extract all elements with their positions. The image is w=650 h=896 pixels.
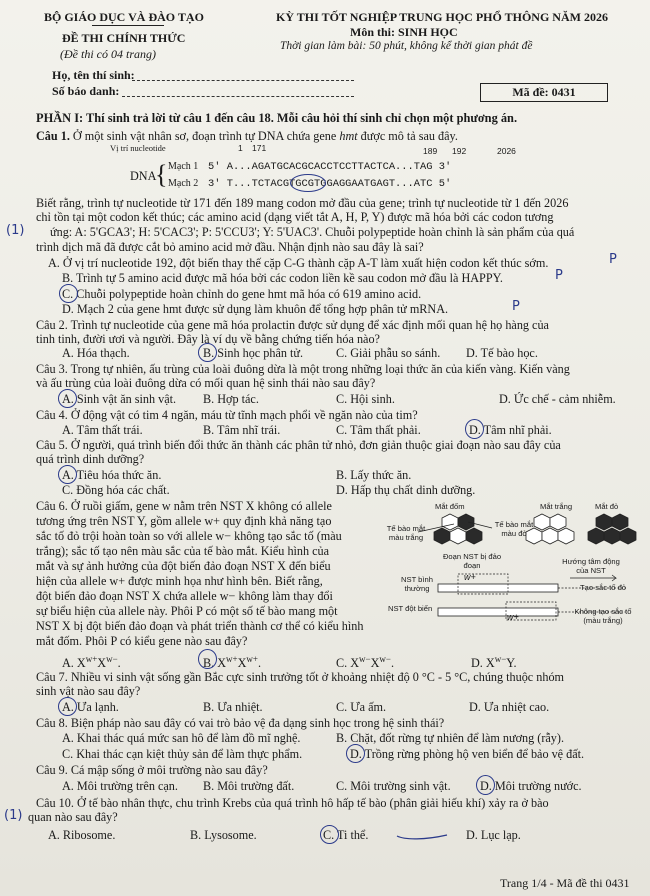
pen-circle-q5a: [58, 465, 77, 484]
q9-option-c: C. Môi trường sinh vật.: [336, 779, 451, 793]
strand-brace: {: [155, 160, 168, 189]
q3-stem-1: Câu 3. Trong tự nhiên, ấu trùng của loài đuông dừa là một trong những loại thức ăn của kiến vàng. Kiến vàng: [36, 362, 570, 376]
q5-option-a: A. Tiêu hóa thức ăn.: [62, 468, 162, 482]
fig-makes-red-label: Tạo sắc tố đỏ: [580, 583, 627, 592]
q6-option-b: B. $X^{w+}X^{w+}$.: [203, 654, 262, 671]
fig-eye-white-label: Mắt trắng: [540, 502, 573, 511]
fig-normal-chr-label: NST bình thường: [401, 575, 433, 593]
q1-option-d: D. Mạch 2 của gene hmt được sử dụng làm khuôn để tổng hợp phân tử mRNA.: [62, 302, 449, 316]
q9-option-b: B. Môi trường đất.: [203, 779, 295, 793]
q8-option-a: A. Khai thác quá mức san hô để làm đồ mĩ nghệ.: [62, 731, 301, 745]
pen-arrow-q10: [395, 828, 451, 842]
fig-eye-spotted-label: Mắt đốm: [435, 502, 465, 511]
exam-title: KỲ THI TỐT NGHIỆP TRUNG HỌC PHỔ THÔNG NĂM 2026: [276, 10, 608, 24]
pen-circle-q9d: [476, 775, 495, 795]
fig-allele-normal: w+: [464, 572, 476, 582]
q1-option-b: B. Trình tự 5 amino acid được mã hóa bởi các codon liền kề sau codon mở đầu là HAPPY.: [62, 271, 503, 285]
pen-circle-q7a: [58, 697, 77, 716]
q7-option-d: D. Ưa nhiệt cao.: [469, 700, 550, 714]
q3-option-d: D. Ức chế - cảm nhiễm.: [499, 392, 616, 406]
q6-stem-7: đột biến đảo đoạn NST X chứa allele w− không làm thay đổi: [36, 589, 333, 603]
q7-option-b: B. Ưa nhiệt.: [203, 700, 263, 714]
strand2-label: Mạch 2: [168, 178, 199, 189]
q6-stem-8: sự biểu hiện của allele này. Phôi P có một số tế bào mang một: [36, 604, 338, 618]
q5-option-d: D. Hấp thụ chất dinh dưỡng.: [336, 483, 476, 497]
pen-margin-q1: (1): [6, 223, 25, 238]
q6-stem-4: trắng); sắc tố tạo nên màu sắc của tế bào mắt. Kiểu hình của: [36, 544, 330, 558]
fig-allele-mutant: w+: [507, 612, 519, 622]
exam-code: Mã đề: 0431: [512, 85, 576, 99]
pos-192: 192: [452, 146, 467, 156]
fig-direction-label: Hướng tâm động của NST: [562, 557, 620, 575]
q1-option-a: A. Ở vị trí nucleotide 192, đột biến thay thế cặp C-G thành cặp A-T làm xuất hiện codon kết thúc sớm.: [48, 256, 549, 270]
q8-option-b: B. Chặt, đốt rừng tự nhiên để làm nương (rẫy).: [336, 731, 564, 745]
fig-inverted-label: Đoạn NST bị đảo đoạn: [442, 552, 502, 570]
q10-option-a: A. Ribosome.: [48, 828, 116, 842]
pen-circle-q3a: [58, 389, 77, 408]
candidate-id-label: Số báo danh:: [52, 84, 120, 98]
q6-option-c: C. $X^{w-}X^{w-}$.: [336, 654, 395, 671]
q10-stem-1: Câu 10. Ở tế bào nhân thực, chu trình Krebs của quá trình hô hấp tế bào (phân giải hiếu khí) xảy ra ở bào: [36, 796, 549, 810]
q1-option-c: C. Chuỗi polypeptide hoàn chỉnh do gene hmt mã hóa có 619 amino acid.: [62, 287, 422, 301]
q6-stem-10: mắt đốm. Phôi P có kiểu gene nào sau đây?: [36, 634, 248, 648]
q1-body-4: trình dịch mã đã được cắt bỏ amino acid mở đầu. Nhận định nào sau đây là sai?: [36, 240, 424, 254]
exam-code-box: [480, 83, 608, 102]
pos-1: 1: [238, 143, 243, 153]
page-footer: Trang 1/4 - Mã đề thi 0431: [500, 876, 630, 890]
pen-circle-q4d: [465, 419, 484, 439]
q4-option-d: D. Tâm nhĩ phải.: [469, 423, 552, 437]
pen-circle-q1-codon: [290, 174, 326, 192]
q10-stem-2: quan nào sau đây?: [28, 810, 118, 824]
q9-stem: Câu 9. Cá mập sống ở môi trường nào sau đây?: [36, 763, 268, 777]
q10-option-c: C. Ti thể.: [323, 828, 369, 842]
q10-option-b: B. Lysosome.: [190, 828, 257, 842]
q3-option-a: A. Sinh vật ăn sinh vật.: [62, 392, 177, 406]
pen-circle-q10c: [320, 825, 339, 844]
fig-eye-spotted-icon: [434, 514, 482, 544]
fig-eye-red-icon: [588, 514, 636, 544]
q2-stem-2: tinh tinh, đười ươi và người. Đây là ví dụ về bằng chứng tiến hóa nào?: [36, 332, 380, 346]
q6-option-d: D. $X^{w-}Y$.: [471, 654, 517, 671]
q2-option-d: D. Tế bào học.: [466, 346, 538, 360]
fig-red-cell-label: Tế bào mắt màu đỏ: [494, 520, 534, 538]
q10-option-d: D. Lục lạp.: [466, 828, 521, 842]
ministry-underline: [92, 25, 164, 26]
q6-option-a: A. $X^{w+}X^{w-}$.: [62, 654, 121, 671]
q6-stem-2: tương ứng trên NST Y, gồm allele w+ quy định khả năng tạo: [36, 514, 332, 528]
q9-option-a: A. Môi trường trên cạn.: [62, 779, 178, 793]
ministry-name: BỘ GIÁO DỤC VÀ ĐÀO TẠO: [44, 10, 204, 24]
time-limit: Thời gian làm bài: 50 phút, không kể thời gian phát đề: [280, 40, 533, 52]
q2-option-c: C. Giải phẫu so sánh.: [336, 346, 441, 360]
q7-stem-1: Câu 7. Nhiều vi sinh vật sống gần Bắc cực sinh trưởng tốt ở khoảng nhiệt độ 0 °C - 5 °C, chúng thuộc nhóm: [36, 670, 565, 684]
q7-stem-2: sinh vật nào sau đây?: [36, 684, 141, 698]
q2-option-a: A. Hóa thạch.: [62, 346, 130, 360]
q1-body-3: ứng: A: 5'GCA3'; H: 5'CAC3'; P: 5'CCU3'; Y: 5'UAC3'. Chuỗi polypeptide hoàn chỉnh là sản phẩm của quá: [50, 225, 575, 239]
candidate-id-field: [122, 96, 354, 97]
q4-option-c: C. Tâm thất phải.: [336, 423, 421, 437]
q3-stem-2: và ấu trùng của loài đuông dừa có mối quan hệ sinh thái nào sau đây?: [36, 376, 376, 390]
pen-mark-q1d: P: [512, 299, 520, 314]
position-label: Vị trí nucleotide: [110, 143, 166, 153]
q6-stem-5: mắt và sự ảnh hưởng của đột biến đảo đoạn NST X đến biểu: [36, 559, 331, 573]
q5-stem-2: quá trình dinh dưỡng?: [36, 452, 145, 466]
q7-option-c: C. Ưa ấm.: [336, 700, 387, 714]
page-count: (Đề thi có 04 trang): [60, 47, 156, 61]
strand1-label: Mạch 1: [168, 161, 199, 172]
official-label: ĐỀ THI CHÍNH THỨC: [62, 31, 186, 45]
pos-2026: 2026: [497, 146, 516, 156]
candidate-name-field: [132, 80, 354, 81]
q8-option-d: D. Trồng rừng phòng hộ ven biển để bảo vệ đất.: [350, 747, 585, 761]
q9-option-d: D. Môi trường nước.: [480, 779, 582, 793]
part-one-heading: PHẦN I: Thí sinh trả lời từ câu 1 đến câu 18. Mỗi câu hỏi thí sinh chỉ chọn một phương án.: [36, 111, 518, 125]
subject: Môn thi: SINH HỌC: [350, 25, 458, 39]
q7-option-a: A. Ưa lạnh.: [62, 700, 119, 714]
fig-no-pigment-label: Không tạo sắc tố (màu trắng): [574, 607, 632, 625]
candidate-name-label: Họ, tên thí sinh:: [52, 68, 135, 82]
q5-option-b: B. Lấy thức ăn.: [336, 468, 412, 482]
pen-circle-q1c: [59, 284, 78, 303]
pos-171: 171: [252, 143, 267, 153]
q5-option-c: C. Đồng hóa các chất.: [62, 483, 170, 497]
q1-body-1: Biết rằng, trình tự nucleotide từ 171 đến 189 mang codon mở đầu của gene; trình tự nucleotide từ 1 đến 2026: [36, 196, 569, 210]
q5-stem-1: Câu 5. Ở người, quá trình biến đổi thức ăn thành các phân tử nhỏ, đơn giản thuộc giai đoạn nào sau đây của: [36, 438, 561, 452]
q8-option-c: C. Khai thác cạn kiệt thủy sản để làm thực phẩm.: [62, 747, 303, 761]
pen-margin-q10: (1): [4, 808, 23, 823]
fig-white-cell-label: Tế bào mắt màu trắng: [386, 524, 426, 542]
q6-stem-6: hiện của allele w+ được minh họa như hình bên. Biết rằng,: [36, 574, 323, 588]
q4-stem: Câu 4. Ở động vật có tim 4 ngăn, máu từ tĩnh mạch phổi về ngăn nào của tim?: [36, 408, 418, 422]
pen-mark-q1b: P: [555, 268, 563, 283]
strand1-seq: 5' A...AGATGCACGCACCTCCTTACTCA...TAG 3': [208, 161, 452, 173]
q1-stem: Câu 1. Ở một sinh vật nhân sơ, đoạn trình tự DNA chứa gene hmt được mô tả sau đây.: [36, 129, 458, 143]
q6-stem-1: Câu 6. Ở ruồi giấm, gene w nằm trên NST X không có allele: [36, 499, 332, 513]
fig-eye-red-label: Mắt đỏ: [595, 502, 619, 511]
q2-option-b: B. Sinh học phân tử.: [203, 346, 304, 360]
strand2-seq: 3' T...TCTACGTGCGTGGAGGAATGAGT...ATC 5': [208, 178, 452, 190]
q8-stem: Câu 8. Biện pháp nào sau đây có vai trò bảo vệ đa dạng sinh học trong hệ sinh thái?: [36, 716, 445, 730]
pos-189: 189: [423, 146, 438, 156]
q3-option-b: B. Hợp tác.: [203, 392, 259, 406]
dna-label: DNA: [130, 169, 157, 183]
pen-circle-q6b: [198, 649, 217, 669]
q6-stem-3: sắc tố đỏ trội hoàn toàn so với allele w− không tạo sắc tố (màu: [36, 529, 342, 543]
q6-stem-9: NST X bị đột biến đảo đoạn và phát triển thành cơ thể có kiểu hình: [36, 619, 364, 633]
pen-circle-q2b: [198, 343, 217, 362]
fig-mutant-chr-label: NST đột biến: [388, 604, 433, 613]
q2-stem-1: Câu 2. Trình tự nucleotide của gene mã hóa prolactin được sử dụng để xác định mối quan hệ họ hàng của: [36, 318, 549, 332]
pen-circle-q8d: [346, 744, 365, 763]
q1-body-2: chỉ tồn tại một codon kết thúc; các amino acid (dạng viết tắt A, H, P, Y) được mã hóa bởi các codon tương: [36, 210, 554, 224]
q3-option-c: C. Hội sinh.: [336, 392, 395, 406]
pen-mark-q1a: P: [609, 252, 617, 267]
q4-option-a: A. Tâm thất trái.: [62, 423, 143, 437]
q4-option-b: B. Tâm nhĩ trái.: [203, 423, 281, 437]
